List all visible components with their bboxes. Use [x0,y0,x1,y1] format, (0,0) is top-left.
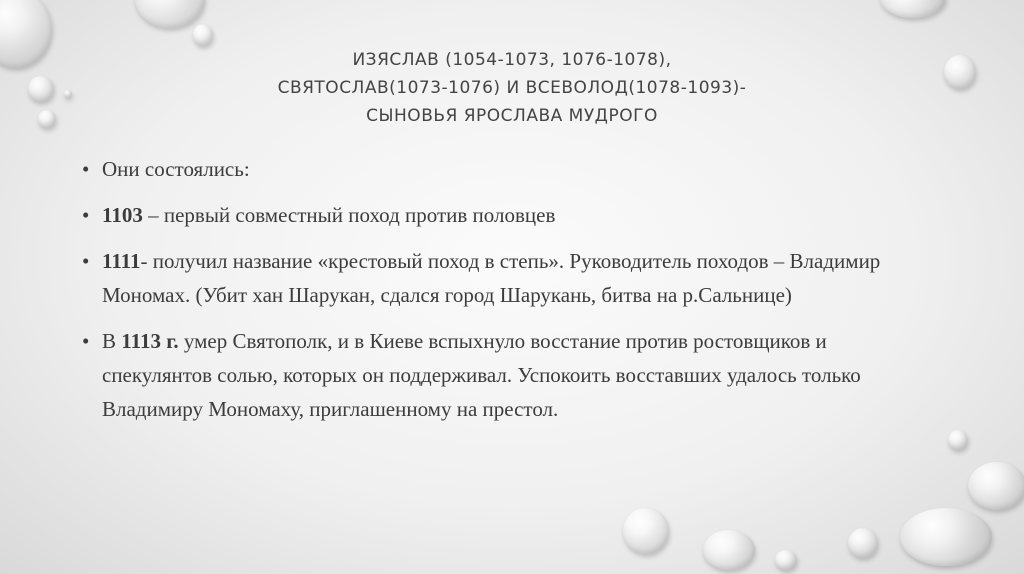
title-line-1: ИЗЯСЛАВ (1054-1073, 1076-1078), [352,50,672,70]
water-drop-icon [193,24,213,46]
water-drop-icon [944,55,976,89]
water-drop-icon [0,0,52,68]
water-drop-icon [968,462,1024,510]
water-drop-icon [948,430,968,450]
water-drop-icon [38,110,56,128]
list-item: • В 1113 г. умер Святополк, и в Киеве вспыхнуло восстание против ростовщиков и спекулянтов солью, которых он поддерживал. Успокоить восставших удалось только Владимиру Мономаху, приглашенному на престол. [82,324,942,426]
water-drop-icon [703,530,755,570]
water-drop-icon [880,0,946,18]
water-drop-icon [900,508,992,566]
list-item: • 1103 – первый совместный поход против половцев [82,198,942,232]
year-1113: 1113 г. [121,329,179,353]
water-drop-icon [623,508,669,554]
water-drop-icon [135,0,205,28]
water-drop-icon [775,550,797,570]
water-drop-icon [28,76,54,102]
bullet-list [82,152,942,438]
title-line-3: СЫНОВЬЯ ЯРОСЛАВА МУДРОГО [366,106,658,126]
slide-title [200,46,824,130]
list-item: • Они состоялись: [82,152,942,186]
year-1111: 1111 [102,249,141,273]
list-item: • 1111- получил название «крестовый поход в степь». Руководитель походов – Владимир Мономах. (Убит хан Шарукан, сдался город Шарукань, битва на р.Сальнице) [82,244,942,312]
water-drop-icon [64,90,72,98]
year-1103: 1103 [102,203,143,227]
water-drop-icon [848,528,878,558]
title-line-2: СВЯТОСЛАВ(1073-1076) И ВСЕВОЛОД(1078-1093)- [277,78,747,98]
